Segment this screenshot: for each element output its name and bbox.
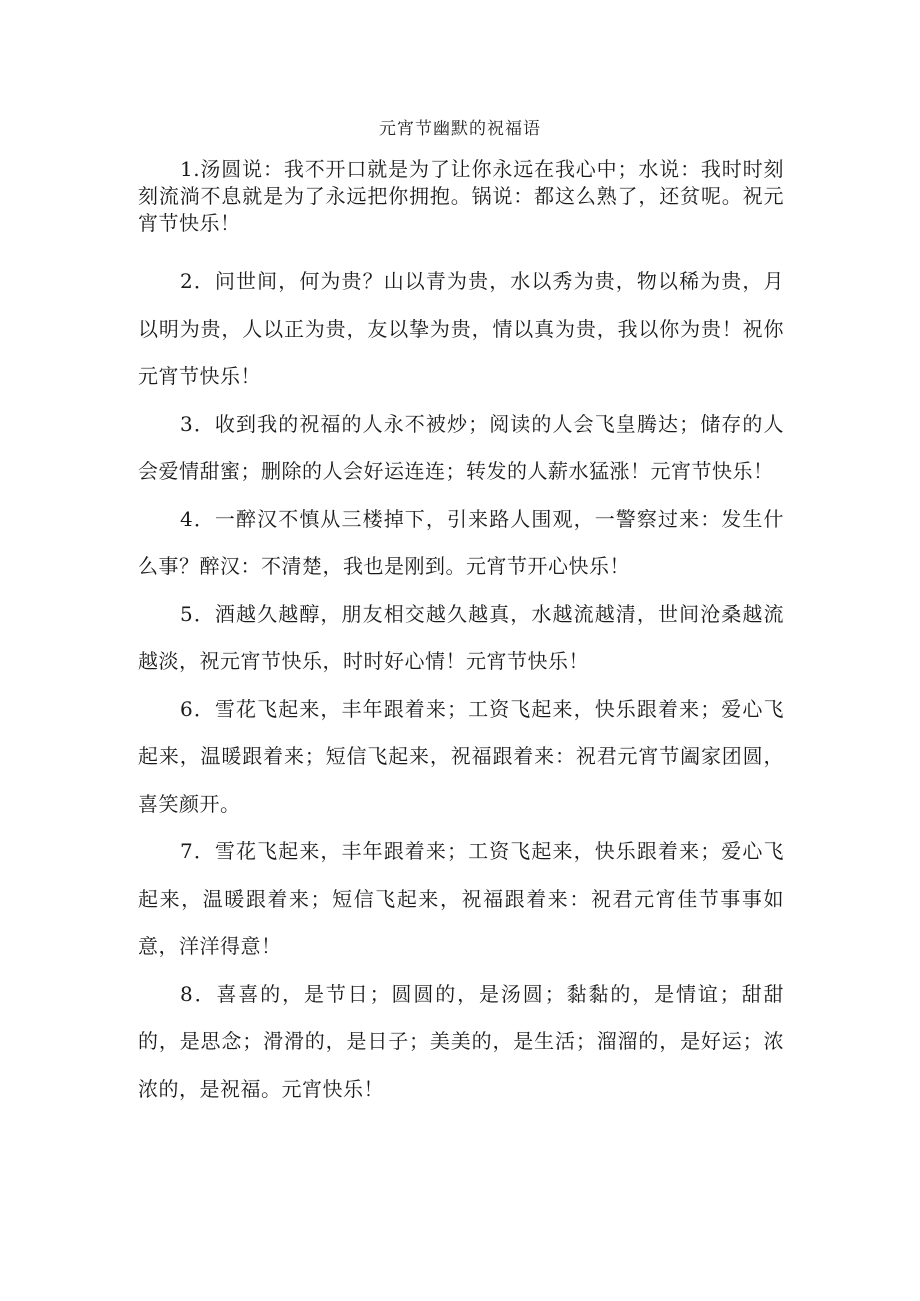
paragraph-5: 5．酒越久越醇，朋友相交越久越真，水越流越清，世间沧桑越流越淡，祝元宵节快乐，时时好心情！元宵节快乐！ — [138, 601, 784, 673]
paragraph-8: 8．喜喜的，是节日；圆圆的，是汤圆；黏黏的，是情谊；甜甜的，是思念；滑滑的，是日子；美美的，是生活；溜溜的，是好运；浓浓的，是祝福。元宵快乐！ — [138, 981, 784, 1101]
paragraph-3: 3．收到我的祝福的人永不被炒；阅读的人会飞皇腾达；储存的人会爱情甜蜜；删除的人会好运连连；转发的人薪水猛涨！元宵节快乐！ — [138, 411, 784, 483]
paragraph-7: 7．雪花飞起来，丰年跟着来；工资飞起来，快乐跟着来；爱心飞起来，温暖跟着来；短信飞起来，祝福跟着来：祝君元宵佳节事事如意，洋洋得意！ — [138, 839, 784, 958]
document-title: 元宵节幽默的祝福语 — [379, 119, 541, 139]
document-body — [138, 156, 784, 1113]
paragraph-4: 4．一醉汉不慎从三楼掉下，引来路人围观，一警察过来：发生什么事？醉汉：不清楚，我也是刚到。元宵节开心快乐！ — [138, 506, 784, 578]
paragraph-2: 2．问世间，何为贵？山以青为贵，水以秀为贵，物以稀为贵，月以明为贵，人以正为贵，友以挚为贵，情以真为贵，我以你为贵！祝你元宵节快乐！ — [138, 269, 784, 388]
paragraph-6: 6．雪花飞起来，丰年跟着来；工资飞起来，快乐跟着来；爱心飞起来，温暖跟着来；短信飞起来，祝福跟着来：祝君元宵节阖家团圆，喜笑颜开。 — [138, 696, 784, 816]
paragraph-1: 1.汤圆说：我不开口就是为了让你永远在我心中；水说：我时时刻刻流淌不息就是为了永远把你拥抱。锅说：都这么熟了，还贫呢。祝元宵节快乐！ — [138, 157, 784, 235]
